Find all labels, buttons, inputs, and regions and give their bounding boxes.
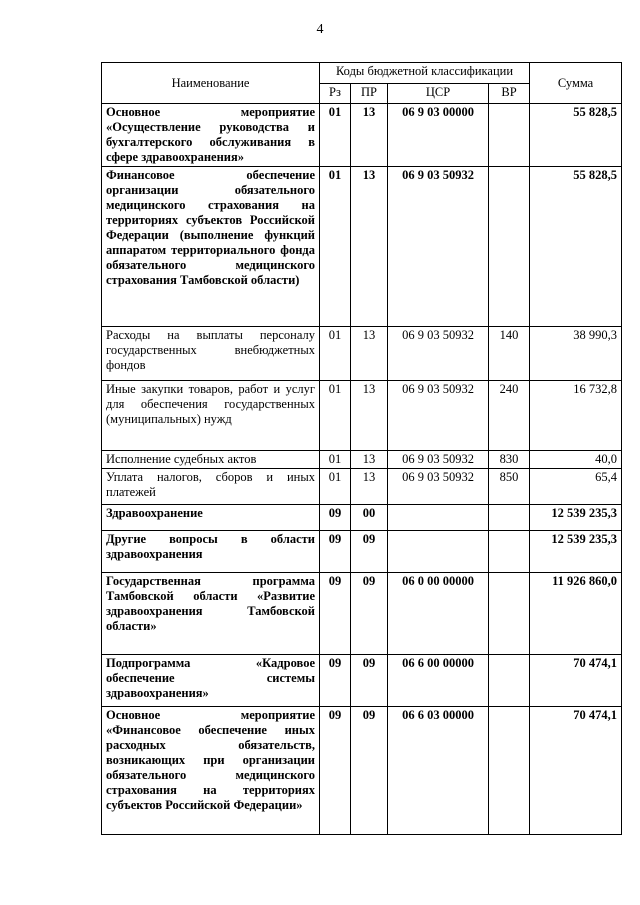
row-vr	[489, 573, 530, 655]
header-codes: Коды бюджетной классификации	[320, 63, 530, 84]
table-row	[102, 451, 622, 469]
row-rz: 01	[320, 469, 351, 505]
row-name: Уплата налогов, сборов и иных платежей	[102, 469, 320, 505]
row-sum: 11 926 860,0	[530, 573, 622, 655]
budget-table	[101, 62, 622, 835]
row-vr: 240	[489, 381, 530, 451]
row-csr: 06 9 03 50932	[388, 327, 489, 381]
header-pr: ПР	[351, 83, 388, 104]
row-name: Иные закупки товаров, работ и услуг для обеспечения государственных (муниципальных) нужд	[102, 381, 320, 451]
row-sum: 70 474,1	[530, 707, 622, 835]
row-name: Подпрограмма «Кадровое обеспечение системы здравоохранения»	[102, 655, 320, 707]
row-rz: 09	[320, 707, 351, 835]
table-row	[102, 707, 622, 835]
row-pr: 13	[351, 104, 388, 167]
table-row	[102, 655, 622, 707]
table-row	[102, 469, 622, 505]
header-sum: Сумма	[530, 63, 622, 104]
row-csr	[388, 531, 489, 573]
row-sum: 40,0	[530, 451, 622, 469]
header-name: Наименование	[102, 63, 320, 104]
table-row	[102, 381, 622, 451]
row-vr	[489, 104, 530, 167]
row-sum: 38 990,3	[530, 327, 622, 381]
row-vr	[489, 505, 530, 531]
table-row	[102, 167, 622, 327]
row-rz: 09	[320, 505, 351, 531]
row-sum: 55 828,5	[530, 104, 622, 167]
row-sum: 16 732,8	[530, 381, 622, 451]
header-csr: ЦСР	[388, 83, 489, 104]
row-vr: 140	[489, 327, 530, 381]
row-vr: 830	[489, 451, 530, 469]
page-number: 4	[316, 22, 324, 37]
row-name: Расходы на выплаты персоналу государственных внебюджетных фондов	[102, 327, 320, 381]
row-rz: 01	[320, 104, 351, 167]
row-pr: 13	[351, 327, 388, 381]
row-vr: 850	[489, 469, 530, 505]
table-body	[102, 104, 622, 835]
table-row	[102, 327, 622, 381]
table-row	[102, 505, 622, 531]
row-pr: 13	[351, 451, 388, 469]
row-pr: 09	[351, 531, 388, 573]
row-csr: 06 9 03 50932	[388, 451, 489, 469]
row-pr: 13	[351, 167, 388, 327]
row-name: Исполнение судебных актов	[102, 451, 320, 469]
header-vr: ВР	[489, 83, 530, 104]
row-name: Основное мероприятие «Финансовое обеспечение иных расходных обязательств, возникающих при организации обязательного медицинского страхования на территориях субъектов Российской Федерации»	[102, 707, 320, 835]
row-csr: 06 9 03 50932	[388, 381, 489, 451]
row-csr: 06 0 00 00000	[388, 573, 489, 655]
row-name: Другие вопросы в области здравоохранения	[102, 531, 320, 573]
row-sum: 65,4	[530, 469, 622, 505]
row-rz: 09	[320, 655, 351, 707]
row-rz: 09	[320, 573, 351, 655]
row-pr: 13	[351, 381, 388, 451]
table-row	[102, 573, 622, 655]
row-pr: 00	[351, 505, 388, 531]
row-pr: 09	[351, 707, 388, 835]
row-csr: 06 6 03 00000	[388, 707, 489, 835]
row-pr: 09	[351, 655, 388, 707]
row-rz: 01	[320, 327, 351, 381]
row-sum: 55 828,5	[530, 167, 622, 327]
row-rz: 01	[320, 451, 351, 469]
row-rz: 01	[320, 167, 351, 327]
row-name: Здравоохранение	[102, 505, 320, 531]
row-rz: 01	[320, 381, 351, 451]
row-csr: 06 9 03 50932	[388, 167, 489, 327]
row-vr	[489, 167, 530, 327]
row-rz: 09	[320, 531, 351, 573]
row-sum: 12 539 235,3	[530, 505, 622, 531]
row-sum: 70 474,1	[530, 655, 622, 707]
row-csr: 06 9 03 00000	[388, 104, 489, 167]
row-csr: 06 6 00 00000	[388, 655, 489, 707]
table-row	[102, 104, 622, 167]
row-sum: 12 539 235,3	[530, 531, 622, 573]
row-pr: 09	[351, 573, 388, 655]
row-vr	[489, 707, 530, 835]
row-vr	[489, 531, 530, 573]
row-name: Финансовое обеспечение организации обязательного медицинского страхования на территориях субъектов Российской Федерации (выполнение функций аппаратом территориального фонда обязательного медицинского страхования Тамбовской области)	[102, 167, 320, 327]
row-name: Государственная программа Тамбовской области «Развитие здравоохранения Тамбовской области»	[102, 573, 320, 655]
header-rz: Рз	[320, 83, 351, 104]
row-csr: 06 9 03 50932	[388, 469, 489, 505]
row-pr: 13	[351, 469, 388, 505]
row-vr	[489, 655, 530, 707]
row-csr	[388, 505, 489, 531]
table-row	[102, 531, 622, 573]
row-name: Основное мероприятие «Осуществление руководства и бухгалтерского обслуживания в сфере здравоохранения»	[102, 104, 320, 167]
